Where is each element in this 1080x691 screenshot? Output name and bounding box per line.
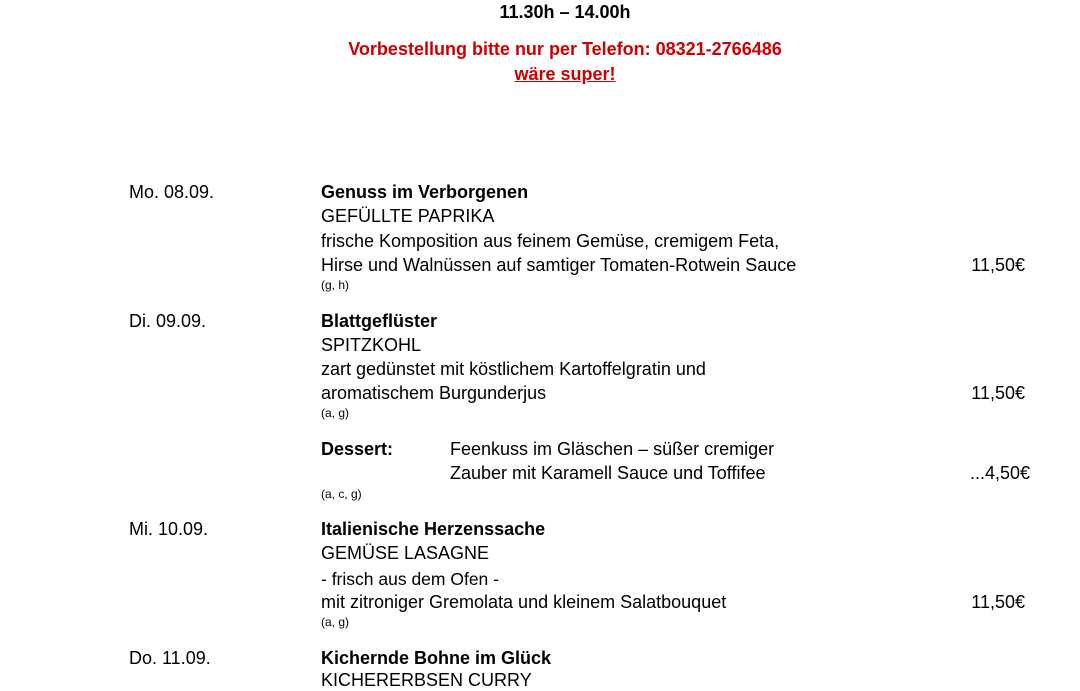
dish-name: SPITZKOHL [321, 335, 422, 355]
dish-description: frische Komposition aus feinem Gemüse, cremigem Feta, [321, 231, 780, 251]
dish-description: zart gedünstet mit köstlichem Kartoffelgratin und [321, 359, 706, 379]
dish-description: Hirse und Walnüssen auf samtiger Tomaten-Rotwein Sauce [321, 255, 797, 275]
day-label: Mo. 08.09. [129, 182, 215, 202]
dessert-description: Feenkuss im Gläschen – süßer cremiger [450, 439, 775, 459]
day-label: Do. 11.09. [129, 648, 211, 668]
dish-description: - frisch aus dem Ofen - [321, 569, 499, 589]
dish-price: 11,50€ [971, 255, 1025, 275]
dish-title: Blattgeflüster [321, 311, 438, 331]
dessert-price: ...4,50€ [969, 463, 1030, 483]
dish-title: Kichernde Bohne im Glück [321, 648, 552, 668]
preorder-note: wäre super! [514, 64, 616, 84]
dish-title: Italienische Herzenssache [321, 519, 546, 539]
dish-description: aromatischem Burgunderjus [321, 383, 547, 403]
dish-price: 11,50€ [971, 383, 1025, 403]
allergens: (g, h) [321, 278, 350, 292]
day-label: Mi. 10.09. [129, 519, 209, 539]
allergens: (a, c, g) [321, 487, 362, 501]
dish-name: GEMÜSE LASAGNE [321, 543, 490, 563]
opening-hours: 11.30h – 14.00h [499, 2, 631, 22]
day-label: Di. 09.09. [129, 311, 207, 331]
dish-title: Genuss im Verborgenen [321, 182, 529, 202]
dessert-description: Zauber mit Karamell Sauce und Toffifee [450, 463, 766, 483]
dish-name: GEFÜLLTE PAPRIKA [321, 206, 495, 226]
dish-price: 11,50€ [971, 592, 1025, 612]
allergens: (a, g) [321, 406, 350, 420]
dish-description: mit zitroniger Gremolata und kleinem Salatbouquet [321, 592, 727, 612]
preorder-notice: Vorbestellung bitte nur per Telefon: 08321-2766486 [348, 39, 782, 59]
allergens: (a, g) [321, 615, 350, 629]
dish-name: KICHERERBSEN CURRY [321, 670, 532, 690]
dessert-label: Dessert: [321, 439, 394, 459]
